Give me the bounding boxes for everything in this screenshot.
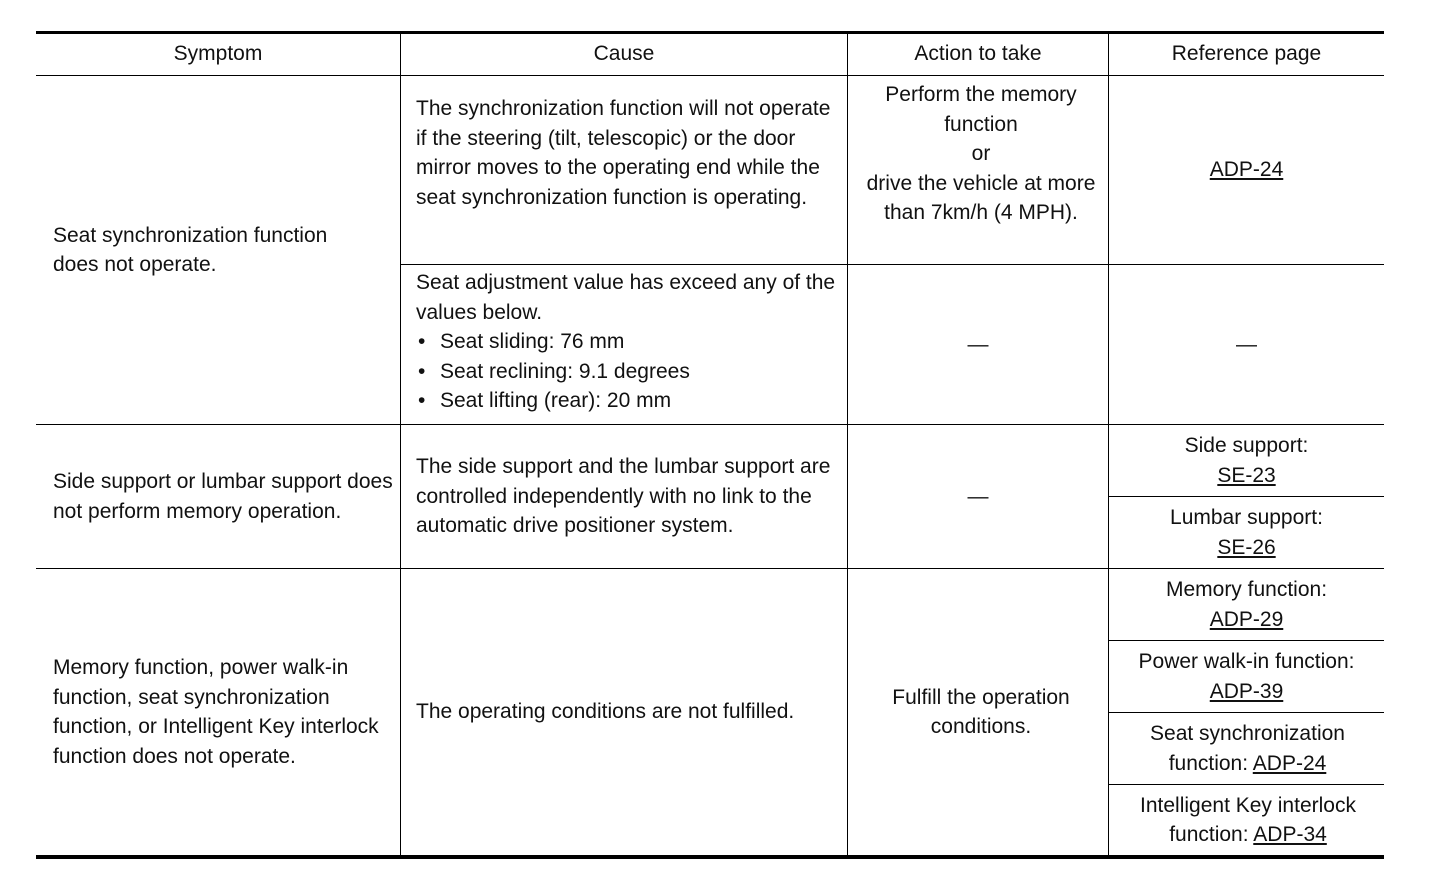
row1-action-a-line2: drive the vehicle at more than 7km/h (4 MPH). [866,171,1096,224]
row3-action [858,569,1104,855]
row2-symptom-text: Side support or lumbar support does not perform memory operation. [53,470,393,523]
row1-action-a-or: or [971,142,991,165]
row2-cause [416,425,844,568]
list-item: • Seat lifting (rear): 20 mm [418,389,672,412]
row1-symptom-text: Seat synchronization function does not operate. [53,223,328,276]
header-reference: Reference page [1171,42,1322,66]
row2-ref-2-label: Lumbar support: [1170,506,1323,529]
row3-ref-2-label: Power walk-in function: [1138,650,1355,673]
col-divider-1 [400,33,401,856]
row1-ref-b-dash: — [1236,332,1257,356]
row3-ref-4-link[interactable]: ADP-34 [1253,823,1327,846]
row3-action-text: Fulfill the operation conditions. [892,685,1070,738]
row3-ref-3 [1120,713,1375,784]
row1-action-b-dash: — [967,332,989,356]
row3-ref-3-label: Seat synchronization function: [1150,722,1345,775]
row3-symptom-text: Memory function, power walk-in function, seat synchronization function, or Intelligent Key interlock function does not operate. [53,656,379,768]
row1-cause-a [416,94,840,212]
row1-action-a-line1: Perform the memory function [885,83,1077,136]
row1-symptom [53,76,378,424]
row2-action-dash: — [967,484,989,508]
row3-ref-3-link[interactable]: ADP-24 [1252,751,1327,775]
list-item: • Seat sliding: 76 mm [418,330,625,353]
row1-cause-a-text: The synchronization function will not operate if the steering (tilt, telescopic) or the door mirror moves to the operating end while the seat synchronization function is operating. [416,97,831,209]
header-action: Action to take [914,42,1042,66]
row1-ref-a-link[interactable]: ADP-24 [1209,158,1284,182]
row2-ref-1-link[interactable]: SE-23 [1217,463,1276,487]
row1-ref-b [1109,265,1384,424]
row1-cause-b [416,268,840,416]
row3-cause-text: The operating conditions are not fulfilled. [416,700,795,724]
row3-ref-4 [1118,785,1378,855]
row3-ref-1 [1109,569,1384,640]
row2-ref-1-label: Side support: [1184,434,1309,457]
row2-action [848,425,1108,568]
row3-ref-2 [1109,641,1384,712]
row3-ref-2-link[interactable]: ADP-39 [1209,679,1284,703]
row3-ref-1-label: Memory function: [1165,578,1328,601]
row3-symptom [53,569,393,855]
header-symptom: Symptom [173,42,263,66]
row2-ref-1 [1109,425,1384,496]
table-bottom-rule [36,855,1384,859]
row3-ref-1-link[interactable]: ADP-29 [1209,607,1284,631]
row3-cause [416,569,846,855]
row3-ref-4-label: Intelligent Key interlock function: [1140,793,1356,846]
row1-ref-a [1109,76,1384,264]
row1-cause-b-intro: Seat adjustment value has exceed any of the values below. [416,271,836,324]
row2-symptom [53,425,398,568]
row2-ref-2 [1109,497,1384,568]
list-item: • Seat reclining: 9.1 degrees [418,359,690,383]
row1-cause-b-list [416,327,840,416]
row2-ref-2-link[interactable]: SE-26 [1217,535,1276,559]
row2-cause-text: The side support and the lumbar support are controlled independently with no link to the automatic drive positioner system. [416,455,831,538]
row1-action-a [858,80,1104,228]
header-cause: Cause [593,42,655,66]
row1-action-b [848,265,1108,424]
